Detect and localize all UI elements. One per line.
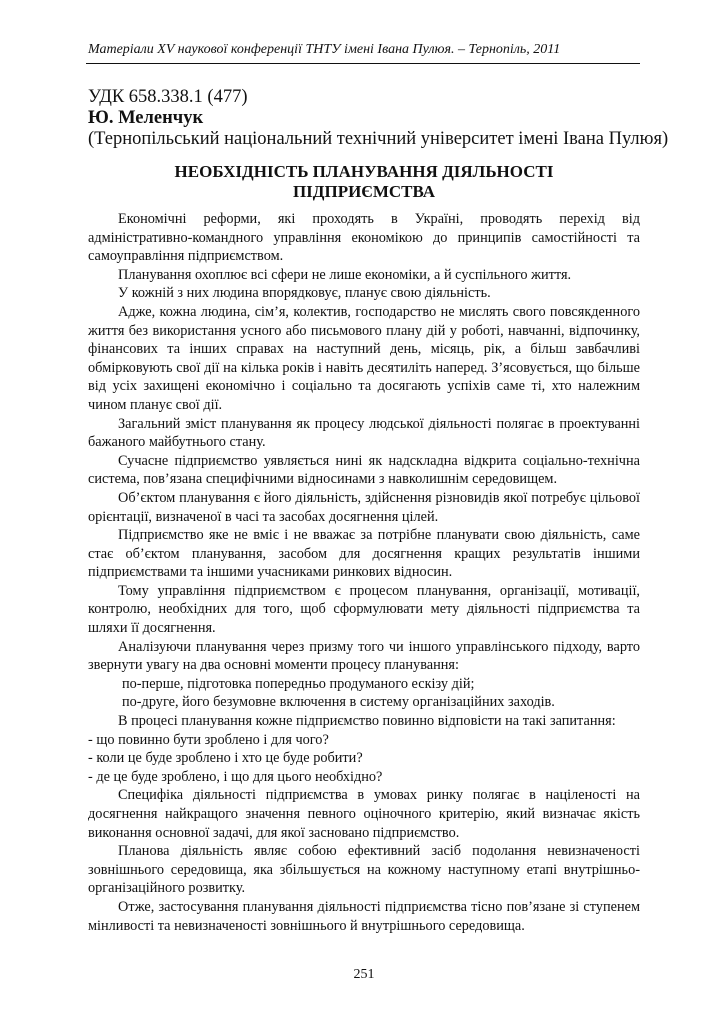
body-paragraph: Сучасне підприємство уявляється нині як надскладна відкрита соціально-технічна система, пов’язана специфічними відносинами з навколишнім середовищем. [88, 452, 640, 488]
body-paragraph: Специфіка діяльності підприємства в умовах ринку полягає в націленості на досягнення найкращого значення певного оціночного критерію, який визначає якість виконання основної задачі, для якої засновано підприємство. [88, 787, 640, 841]
body-paragraph: Планова діяльність являє собою ефективний засіб подолання невизначеності зовнішнього середовища, яка збільшується на кожному наступному етапі внутрішньо-організаційного розвитку. [88, 843, 640, 897]
question-item: - коли це буде зроблено і хто це буде робити? [88, 750, 363, 767]
article-title [88, 162, 640, 202]
body-paragraph: В процесі планування кожне підприємство повинно відповісти на такі запитання: [118, 713, 616, 730]
udc-code: УДК 658.338.1 (477) [88, 87, 248, 107]
list-item: по-друге, його безумовне включення в систему організаційних заходів. [122, 694, 555, 711]
header-rule [86, 63, 640, 64]
list-item: по-перше, підготовка попередньо продуманого ескізу дій; [122, 675, 475, 692]
page-number: 251 [353, 967, 375, 982]
author-affiliation: (Тернопільський національний технічний університет імені Івана Пулюя) [88, 129, 669, 149]
body-paragraph: У кожній з них людина впорядковує, планує свою діяльність. [118, 285, 491, 302]
question-item: - що повинно бути зроблено і для чого? [88, 731, 329, 748]
body-paragraph: Тому управління підприємством є процесом планування, організації, мотивації, контролю, необхідних для того, щоб сформулювати мету діяльності підприємства та шляхи її досягнення. [88, 582, 640, 637]
running-header: Матеріали XV наукової конференції ТНТУ імені Івана Пулюя. – Тернопіль, 2011 [88, 42, 561, 57]
article-body [88, 210, 640, 935]
title-line: ПІДПРИЄМСТВА [292, 182, 436, 201]
body-paragraph: Планування охоплює всі сфери не лише економіки, а й суспільного життя. [118, 266, 572, 283]
body-paragraph: Аналізуючи планування через призму того чи іншого управлінського підходу, варто звернути увагу на два основні моменти процесу планування: [88, 638, 640, 674]
body-paragraph: Отже, застосування планування діяльності підприємства тісно пов’язане зі ступенем мінливості та невизначеності зовнішнього й внутрішнього середовища. [88, 898, 640, 934]
body-paragraph: Підприємство яке не вміє і не вважає за потрібне планувати свою діяльність, саме стає об’єктом планування, засобом для досягнення кращих результатів іншими підприємствами та іншими учасниками ринкових відносин. [88, 527, 640, 581]
body-paragraph: Економічні реформи, які проходять в Україні, проводять перехід від адміністративно-командного управління економікою до принципів самостійності та самоуправління підприємством. [88, 211, 640, 265]
article-meta [88, 87, 669, 150]
body-paragraph: Адже, кожна людина, сім’я, колектив, господарство не мислять свого повсякденного життя без використання усного або письмового плану дій у роботі, навчанні, відпочинку, фінансових та інших справах на наступний день, місяць, рік, а більш завбачливі обмірковують свої дії на кілька років і навіть десятиліть наперед. З’ясовується, що більше від усіх захищені економічно і соціально та досягають успіхів саме ті, хто належним чином планує свої дії. [88, 303, 640, 413]
body-paragraph: Об’єктом планування є його діяльність, здійснення різновидів якої потребує цільової орієнтації, визначеної в часі та засобах досягнення цілей. [88, 489, 640, 525]
author-name: Ю. Меленчук [88, 108, 204, 128]
body-paragraph: Загальний зміст планування як процесу людської діяльності полягає в проектуванні бажаного майбутнього стану. [88, 415, 640, 451]
title-line: НЕОБХІДНІСТЬ ПЛАНУВАННЯ ДІЯЛЬНОСТІ [174, 162, 554, 181]
question-item: - де це буде зроблено, і що для цього необхідно? [88, 768, 383, 785]
